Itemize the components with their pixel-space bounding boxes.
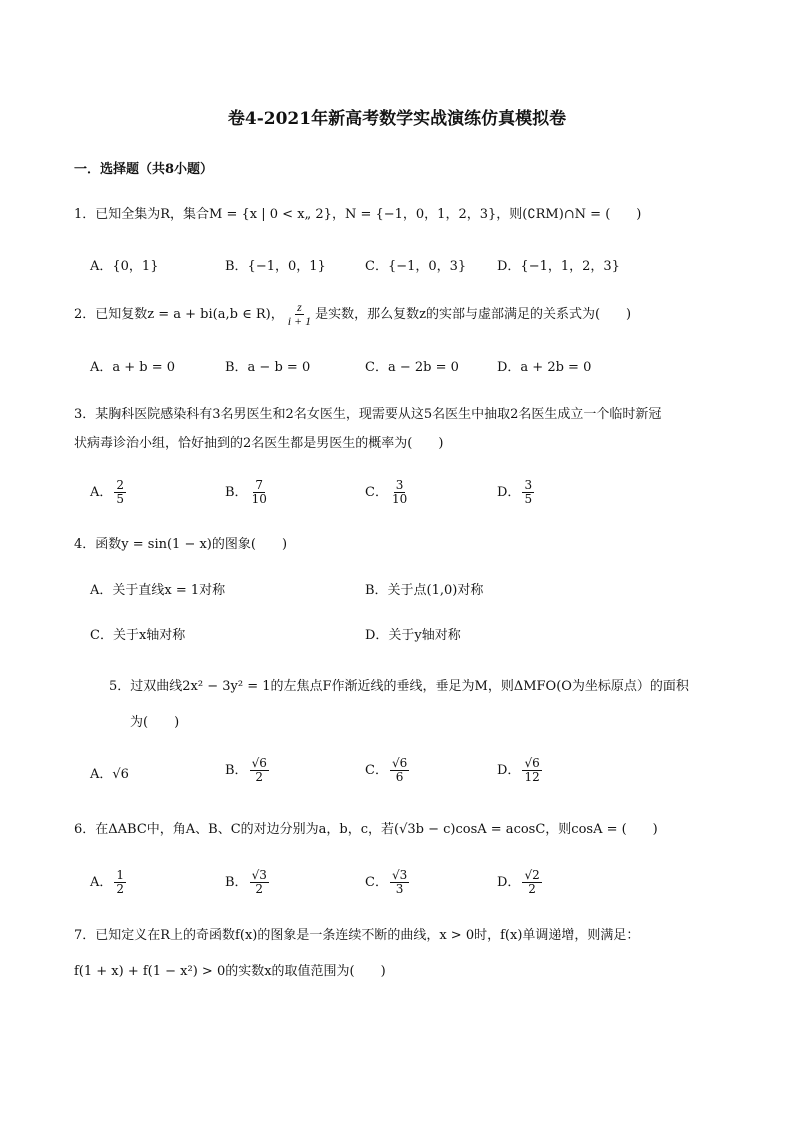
q1-option-c: C．{−1，0，3} <box>365 259 467 274</box>
q3-b-label: B． <box>225 485 248 500</box>
q5-c-label: C． <box>365 763 388 778</box>
q1-option-d: D．{−1，1，2，3} <box>497 259 620 274</box>
q3-a-den: 5 <box>116 492 125 506</box>
q4-option-a: A．关于直线x = 1对称 <box>90 583 226 598</box>
q5-option-a: A．√6 <box>90 767 129 782</box>
q3-c-fraction <box>390 479 409 506</box>
q5-c-num: √6 <box>391 756 408 770</box>
q3-b-den: 10 <box>251 492 267 506</box>
q3-option-b <box>225 479 271 506</box>
q6-b-num: √3 <box>251 868 267 882</box>
q1-option-a: A．{0，1} <box>90 259 159 274</box>
q3-d-label: D． <box>497 485 521 500</box>
q3-a-num: 2 <box>116 478 125 492</box>
exam-title: 卷4-2021年新高考数学实战演练仿真模拟卷 <box>227 109 567 129</box>
q2-text-start: 2．已知复数z = a + bi(a,b ∈ R)， <box>74 307 284 322</box>
q5-d-den: 12 <box>524 770 540 784</box>
q6-option-a <box>90 869 128 896</box>
q5-c-den: 6 <box>395 770 404 784</box>
q3-option-a <box>90 479 128 506</box>
q3-option-c <box>365 479 411 506</box>
q6-a-label: A． <box>90 875 113 890</box>
question-5-line-2: 为( ) <box>130 715 180 730</box>
q6-b-fraction <box>250 869 269 896</box>
q6-d-label: D． <box>497 875 521 890</box>
q2-option-a: A．a + b = 0 <box>90 360 176 375</box>
q6-option-b <box>225 869 271 896</box>
q5-b-den: 2 <box>255 770 264 784</box>
q6-d-num: √2 <box>524 868 540 882</box>
q3-a-label: A． <box>90 485 113 500</box>
q3-c-num: 3 <box>395 478 404 492</box>
q5-option-c <box>365 757 411 784</box>
q6-c-den: 3 <box>395 882 404 896</box>
q2-frac-den: i + 1 <box>287 314 312 328</box>
question-7-line-1: 7．已知定义在R上的奇函数f(x)的图象是一条连续不断的曲线，x > 0时，f(x)单调递增，则满足： <box>74 928 640 943</box>
question-6-text: 6．在ΔABC中，角A、B、C的对边分别为a，b，c，若(√3b − c)cosA = acosC，则cosA = ( ) <box>74 822 658 837</box>
q2-text-end: 是实数，那么复数z的实部与虚部满足的关系式为( ) <box>315 307 632 322</box>
question-4-text: 4．函数y = sin(1 − x)的图象( ) <box>74 537 288 552</box>
q6-option-d <box>497 869 544 896</box>
question-3-line-2: 状病毒诊治小组，恰好抽到的2名医生都是男医生的概率为( ) <box>74 436 444 451</box>
q5-d-num: √6 <box>524 756 540 770</box>
q4-option-b: B．关于点(1,0)对称 <box>365 583 484 598</box>
question-1-text: 1．已知全集为R，集合M = {x | 0 < x„ 2}，N = {−1，0，1，2，3}，则(∁RM)∩N = ( ) <box>74 207 642 222</box>
q5-c-fraction <box>390 757 409 784</box>
q6-c-label: C． <box>365 875 388 890</box>
q3-d-fraction <box>522 479 534 506</box>
q6-option-c <box>365 869 411 896</box>
q5-option-d <box>497 757 544 784</box>
q2-option-b: B．a − b = 0 <box>225 360 311 375</box>
section-heading: 一．选择题（共8小题） <box>74 162 214 177</box>
q6-a-num: 1 <box>116 868 125 882</box>
q3-option-d <box>497 479 536 506</box>
q3-a-fraction <box>114 479 126 506</box>
q2-fraction <box>286 301 313 328</box>
q3-d-num: 3 <box>524 478 533 492</box>
question-5-line-1: 5．过双曲线2x² − 3y² = 1的左焦点F作渐近线的垂线，垂足为M，则ΔMFO(O为坐标原点）的面积 <box>109 679 689 694</box>
question-7-line-2: f(1 + x) + f(1 − x²) > 0的实数x的取值范围为( ) <box>74 964 386 979</box>
q1-option-b: B．{−1，0，1} <box>225 259 326 274</box>
q5-d-label: D． <box>497 763 521 778</box>
q5-b-num: √6 <box>251 756 267 770</box>
q4-option-d: D．关于y轴对称 <box>365 628 461 643</box>
q6-b-den: 2 <box>255 882 264 896</box>
q3-b-fraction <box>250 479 269 506</box>
q4-option-c: C．关于x轴对称 <box>90 628 186 643</box>
q2-option-c: C．a − 2b = 0 <box>365 360 459 375</box>
q6-c-num: √3 <box>391 868 408 882</box>
question-2-text <box>74 301 631 328</box>
q6-d-fraction <box>522 869 541 896</box>
q3-d-den: 5 <box>524 492 533 506</box>
question-3-line-1: 3．某胸科医院感染科有3名男医生和2名女医生，现需要从这5名医生中抽取2名医生成立一个临时新冠 <box>74 407 662 422</box>
q5-b-fraction <box>250 757 269 784</box>
q2-frac-num: z <box>297 300 302 314</box>
q2-option-d: D．a + 2b = 0 <box>497 360 592 375</box>
q6-c-fraction <box>390 869 409 896</box>
q5-b-label: B． <box>225 763 248 778</box>
q3-b-num: 7 <box>255 478 264 492</box>
q5-d-fraction <box>522 757 541 784</box>
q6-a-den: 2 <box>116 882 125 896</box>
q6-d-den: 2 <box>528 882 536 896</box>
q3-c-den: 10 <box>391 492 408 506</box>
q3-c-label: C． <box>365 485 388 500</box>
q6-b-label: B． <box>225 875 248 890</box>
q5-option-b <box>225 757 271 784</box>
q6-a-fraction <box>114 869 126 896</box>
